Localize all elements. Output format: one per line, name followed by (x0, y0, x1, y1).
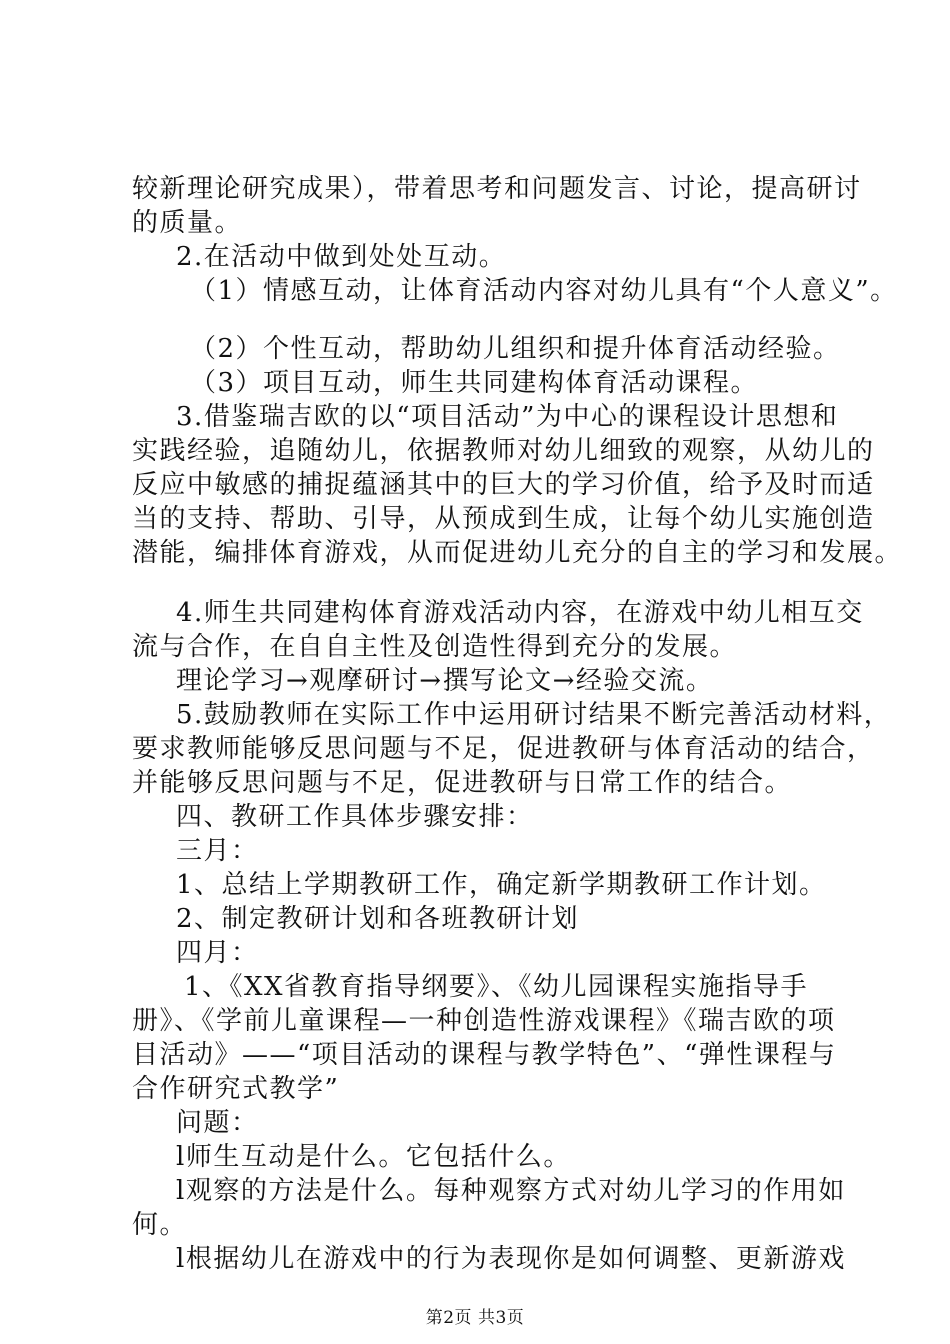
text-line: 合作研究式教学” (132, 1074, 340, 1104)
text-line: 册》、《学前儿童课程—一种创造性游戏课程》《瑞吉欧的项 (132, 1006, 836, 1036)
text-line: （3）项目互动，师生共同建构体育活动课程。 (190, 368, 759, 398)
text-line: 并能够反思问题与不足，促进教研与日常工作的结合。 (132, 768, 793, 798)
text-line: （2）个性互动，帮助幼儿组织和提升体育活动经验。 (190, 334, 841, 364)
section-heading: 四、教研工作具体步骤安排： (176, 802, 534, 832)
text-line: 当的支持、帮助、引导，从预成到生成，让每个幼儿实施创造 (132, 504, 875, 534)
text-line: 4.师生共同建构体育游戏活动内容，在游戏中幼儿相互交 (176, 598, 864, 628)
question-item: l师生互动是什么。它包括什么。 (176, 1142, 571, 1172)
page-number-footer: 第2页 共3页 (425, 1308, 525, 1328)
text-line: （1）情感互动，让体育活动内容对幼儿具有“个人意义”。 (190, 276, 898, 306)
text-line: 较新理论研究成果），带着思考和问题发言、讨论，提高研讨 (132, 174, 862, 204)
text-line: 5.鼓励教师在实际工作中运用研讨结果不断完善活动材料， (176, 700, 892, 730)
text-line: 目活动》——“项目活动的课程与教学特色”、“弹性课程与 (132, 1040, 837, 1070)
text-line: 理论学习→观摩研讨→撰写论文→经验交流。 (176, 666, 714, 696)
text-line: 反应中敏感的捕捉蕴涵其中的巨大的学习价值，给予及时而适 (132, 470, 875, 500)
questions-heading: 问题： (176, 1108, 259, 1138)
text-line: 2.在活动中做到处处互动。 (176, 242, 507, 272)
text-line: 潜能，编排体育游戏，从而促进幼儿充分的自主的学习和发展。 (132, 538, 903, 568)
question-item: l根据幼儿在游戏中的行为表现你是如何调整、更新游戏 (176, 1244, 846, 1274)
question-item-continued: 何。 (132, 1210, 188, 1240)
month-heading: 三月： (176, 836, 259, 866)
text-line: 要求教师能够反思问题与不足，促进教研与体育活动的结合， (132, 734, 875, 764)
text-line: 1、总结上学期教研工作，确定新学期教研工作计划。 (176, 870, 827, 900)
text-line: 3.借鉴瑞吉欧的以“项目活动”为中心的课程设计思想和 (176, 402, 839, 432)
text-line: 的质量。 (132, 208, 243, 238)
month-heading: 四月： (176, 938, 259, 968)
text-line: 流与合作，在自自主性及创造性得到充分的发展。 (132, 632, 738, 662)
text-line: 实践经验，追随幼儿，依据教师对幼儿细致的观察，从幼儿的 (132, 436, 875, 466)
text-line: 2、制定教研计划和各班教研计划 (176, 904, 580, 934)
question-item: l观察的方法是什么。每种观察方式对幼儿学习的作用如 (176, 1176, 846, 1206)
text-line: 1、《XX省教育指导纲要》、《幼儿园课程实施指导手 (184, 972, 809, 1002)
